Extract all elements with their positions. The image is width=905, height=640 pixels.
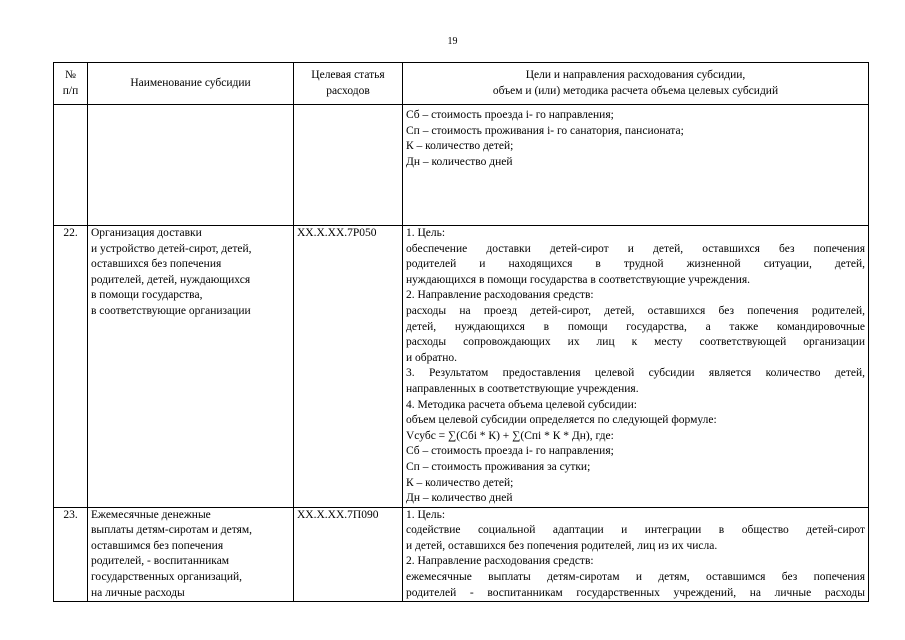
header-goals <box>403 63 869 105</box>
goals-line: К – количество детей; <box>406 476 514 489</box>
name-line: оставшихся без попечения <box>91 258 222 271</box>
goals-line: Дн – количество дней <box>406 492 513 505</box>
goals-line: направленных в соответствующие учреждения. <box>406 382 639 395</box>
table-row-continuation <box>54 105 869 226</box>
goals-line: 3. Результатом предоставления целевой субсидии является количество детей, <box>406 367 865 380</box>
goals-line: Сп – стоимость проживания i- го санатория, пансионата; <box>406 124 684 137</box>
name-line: в помощи государства, <box>91 289 203 302</box>
goals-line: детей, нуждающихся в помощи государства, а также командировочные <box>406 320 865 333</box>
name-line: родителей, - воспитанникам <box>91 555 230 568</box>
header-text: п/п <box>62 84 79 97</box>
goals-formula: Vсубс = ∑(Сбi * К) + ∑(Спi * К * Дн), где: <box>406 429 614 442</box>
cell-code: XX.X.XX.7П090 <box>294 507 403 602</box>
header-text: расходов <box>326 84 370 97</box>
goals-line: 2. Направление расходования средств: <box>406 555 594 568</box>
name-line: и устройство детей-сирот, детей, <box>91 242 252 255</box>
name-line: оставшимся без попечения <box>91 539 224 552</box>
header-text: № <box>65 68 76 81</box>
goals-line: содействие социальной адаптации и интеграции в общество детей-сирот <box>406 524 865 537</box>
cell-name <box>88 105 294 226</box>
goals-line: объем целевой субсидии определяется по следующей формуле: <box>406 414 717 427</box>
goals-line: нуждающихся в помощи государства в соответствующие учреждения. <box>406 273 751 286</box>
name-line: Организация доставки <box>91 227 202 239</box>
goals-line: родителей и находящихся в трудной жизненной ситуации, детей, <box>406 258 865 271</box>
goals-line: Сп – стоимость проживания за сутки; <box>406 460 591 473</box>
cell-name <box>88 507 294 602</box>
cell-goals <box>403 226 869 508</box>
table-header-row <box>54 63 869 105</box>
goals-line: К – количество детей; <box>406 140 514 153</box>
table-row-22 <box>54 226 869 508</box>
cell-goals <box>403 507 869 602</box>
header-code <box>294 63 403 105</box>
header-text: Цели и направления расходования субсидии, <box>525 68 746 81</box>
goals-line: обеспечение доставки детей-сирот и детей, оставшихся без попечения <box>406 242 865 255</box>
header-text: Целевая статья <box>311 68 385 81</box>
goals-line: 1. Цель: <box>406 227 446 239</box>
goals-line: расходы на проезд детей-сирот, детей, оставшихся без попечения родителей, <box>406 304 865 317</box>
goals-line: 1. Цель: <box>406 508 446 521</box>
goals-line: 4. Методика расчета объема целевой субсидии: <box>406 398 637 411</box>
cell-name <box>88 226 294 508</box>
header-name <box>88 63 294 105</box>
goals-line: и обратно. <box>406 351 457 364</box>
goals-line: Сб – стоимость проезда i- го направления; <box>406 445 614 458</box>
cell-num <box>54 105 88 226</box>
name-line: государственных организаций, <box>91 571 243 584</box>
name-line: Ежемесячные денежные <box>91 508 211 521</box>
page-number: 19 <box>447 36 458 47</box>
goals-line: расходы сопровождающих их лиц к месту соответствующей организации <box>406 336 865 349</box>
table-row-23 <box>54 507 869 602</box>
name-line: выплаты детям-сиротам и детям, <box>91 524 253 537</box>
cell-goals <box>403 105 869 226</box>
name-line: в соответствующие организации <box>91 304 251 317</box>
name-line: родителей, детей, нуждающихся <box>91 273 251 286</box>
goals-line: и детей, оставшихся без попечения родителей, лиц из их числа. <box>406 539 718 552</box>
cell-code: XX.X.XX.7P050 <box>294 226 403 508</box>
cell-num: 23. <box>54 507 88 602</box>
header-text: Наименование субсидии <box>130 76 251 89</box>
header-text: объем и (или) методика расчета объема целевых субсидий <box>492 84 779 97</box>
cell-num: 22. <box>54 226 88 508</box>
subsidy-table <box>53 62 869 602</box>
name-line: на личные расходы <box>91 586 185 599</box>
header-num <box>54 63 88 105</box>
goals-line: Сб – стоимость проезда i- го направления; <box>406 109 614 121</box>
goals-line: 2. Направление расходования средств: <box>406 289 594 302</box>
goals-line: ежемесячные выплаты детям-сиротам и детям, оставшимся без попечения <box>406 571 865 584</box>
goals-line: родителей - воспитанникам государственных учреждений, на личные расходы <box>406 586 865 599</box>
cell-code <box>294 105 403 226</box>
goals-line: Дн – количество дней <box>406 155 513 168</box>
